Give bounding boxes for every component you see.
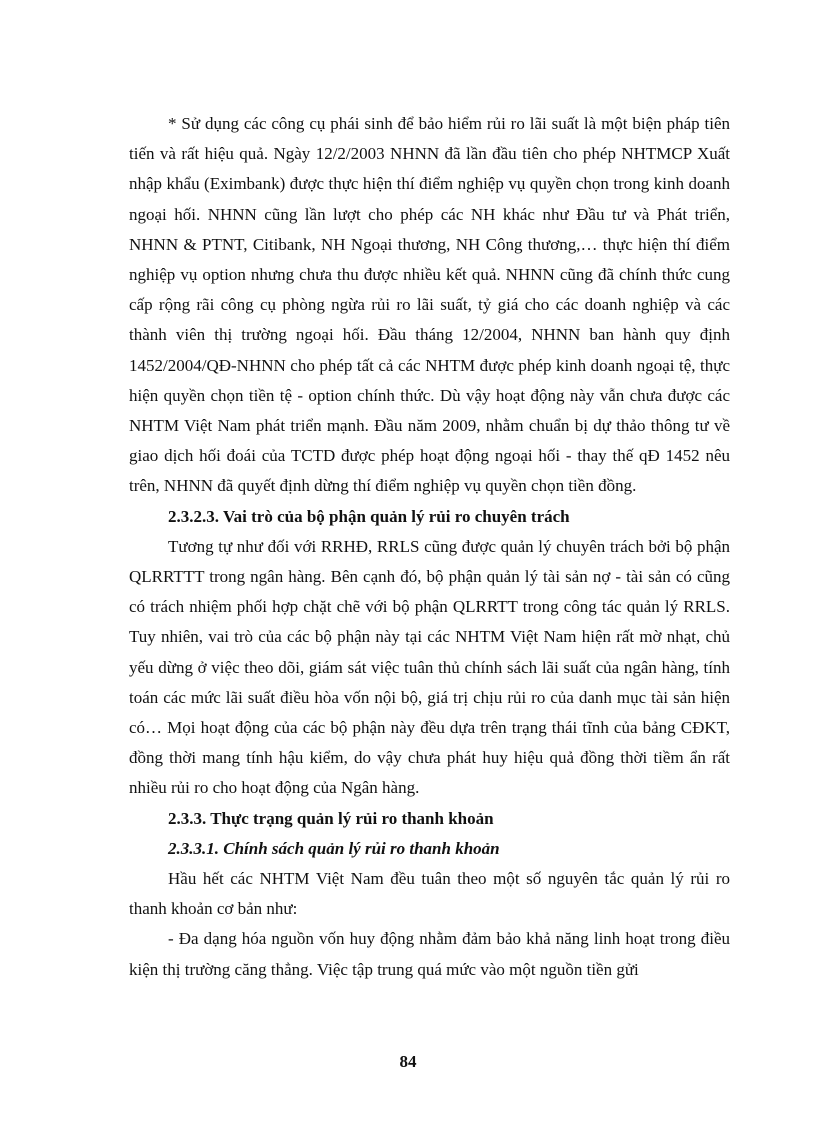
- paragraph-risk-department-role: Tương tự như đối với RRHĐ, RRLS cũng được quản lý chuyên trách bởi bộ phận QLRRTTT trong ngân hàng. Bên cạnh đó, bộ phận quản lý tài sản nợ - tài sản có cũng có trách nhiệm phối hợp chặt chẽ với bộ phận QLRRTT trong công tác quản lý RRLS. Tuy nhiên, vai trò của các bộ phận này tại các NHTM Việt Nam hiện rất mờ nhạt, chủ yếu dừng ở việc theo dõi, giám sát việc tuân thủ chính sách lãi suất của ngân hàng, tính toán các mức lãi suất điều hòa vốn nội bộ, giá trị chịu rủi ro của danh mục tài sản hiện có… Mọi hoạt động của các bộ phận này đều dựa trên trạng thái tĩnh của bảng CĐKT, đồng thời mang tính hậu kiểm, do vậy chưa phát huy hiệu quả đồng thời tiềm ẩn rất nhiều rủi ro cho hoạt động của Ngân hàng.: [129, 536, 730, 798]
- document-body: [129, 109, 730, 985]
- paragraph-funding-diversification: - Đa dạng hóa nguồn vốn huy động nhằm đảm bảo khả năng linh hoạt trong điều kiện thị trường căng thẳng. Việc tập trung quá mức vào một nguồn tiền gửi: [129, 929, 730, 979]
- paragraph-liquidity-principles: Hầu hết các NHTM Việt Nam đều tuân theo một số nguyên tắc quản lý rủi ro thanh khoản cơ bản như:: [129, 869, 730, 919]
- paragraph-derivatives-hedging: * Sử dụng các công cụ phái sinh để bảo hiểm rủi ro lãi suất là một biện pháp tiên tiến và rất hiệu quả. Ngày 12/2/2003 NHNN đã lần đầu tiên cho phép NHTMCP Xuất nhập khẩu (Eximbank) được thực hiện thí điểm nghiệp vụ quyền chọn trong kinh doanh ngoại hối. NHNN cũng lần lượt cho phép các NH khác như Đầu tư và Phát triển, NHNN & PTNT, Citibank, NH Ngoại thương, NH Công thương,… thực hiện thí điểm nghiệp vụ option nhưng chưa thu được nhiều kết quả. NHNN cũng đã chính thức cung cấp rộng rãi công cụ phòng ngừa rủi ro lãi suất, tỷ giá cho các doanh nghiệp và các thành viên thị trường ngoại hối. Đầu tháng 12/2004, NHNN ban hành quy định 1452/2004/QĐ-NHNN cho phép tất cả các NHTM được phép kinh doanh ngoại tệ, thực hiện quyền chọn tiền tệ - option chính thức. Dù vậy hoạt động này vẫn chưa được các NHTM Việt Nam phát triển mạnh. Đầu năm 2009, nhằm chuẩn bị dự thảo thông tư về giao dịch hối đoái của TCTD được phép hoạt động ngoại hối - thay thế qĐ 1452 nêu trên, NHNN đã quyết định dừng thí điểm nghiệp vụ quyền chọn tiền đồng.: [129, 114, 730, 496]
- section-heading-2-3-2-3: 2.3.2.3. Vai trò của bộ phận quản lý rủi ro chuyên trách: [168, 506, 570, 526]
- section-heading-2-3-3-1: 2.3.3.1. Chính sách quản lý rủi ro thanh khoản: [168, 838, 500, 858]
- page-number: 84: [399, 1052, 417, 1071]
- section-heading-2-3-3: 2.3.3. Thực trạng quản lý rủi ro thanh khoản: [168, 808, 494, 828]
